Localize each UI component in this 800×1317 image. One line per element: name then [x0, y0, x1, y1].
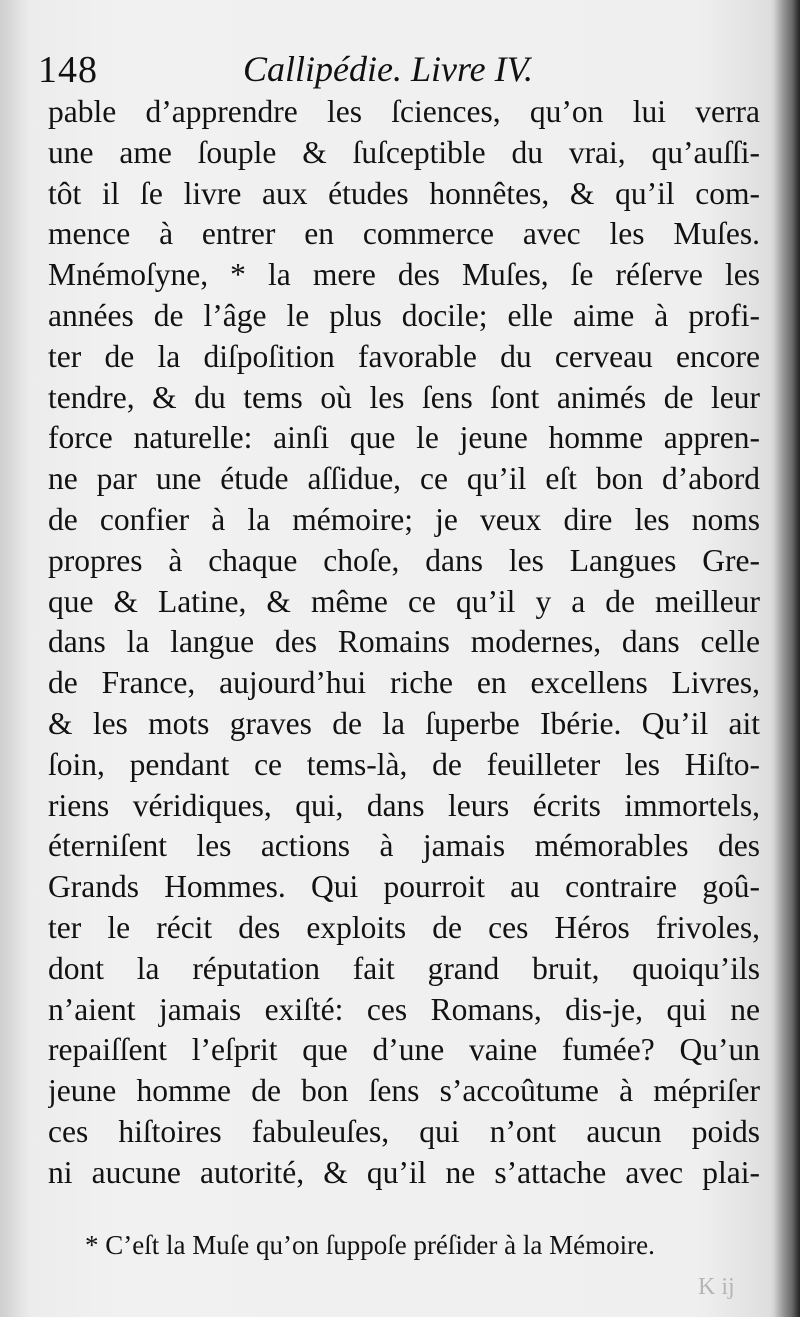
text-line: force naturelle: ainſi que le jeune homme appren- [48, 420, 760, 456]
text-line: ſoin, pendant ce tems-là, de feuilleter les Hiſto- [48, 746, 760, 782]
text-line: de confier à la mémoire; je veux dire les noms [48, 501, 760, 537]
text-line: ne par une étude aſſidue, ce qu’il eſt bon d’abord [48, 461, 760, 497]
text-line: une ame ſouple & ſuſceptible du vrai, qu’auſſi- [48, 134, 760, 170]
text-line: ni aucune autorité, & qu’il ne s’attache avec plai- [48, 1154, 760, 1190]
text-line: que & Latine, & même ce qu’il y a de meilleur [48, 583, 760, 619]
text-line: Mnémoſyne, * la mere des Muſes, ſe réſerve les [48, 257, 760, 293]
text-line: de France, aujourd’hui riche en excellens Livres, [48, 665, 760, 701]
text-line: & les mots graves de la ſuperbe Ibérie. Qu’il ait [48, 705, 760, 741]
text-line: riens véridiques, qui, dans leurs écrits immortels, [48, 787, 760, 823]
running-title: Callipédie. Livre IV. [243, 49, 533, 89]
body-text [48, 92, 760, 1194]
text-line: ter de la diſpoſition favorable du cerveau encore [48, 338, 760, 374]
text-line: mence à entrer en commerce avec les Muſes. [48, 216, 760, 252]
text-line: éterniſent les actions à jamais mémorables des [48, 828, 760, 864]
text-line: tôt il ſe livre aux études honnêtes, & qu’il com- [48, 175, 760, 211]
text-line: pable d’apprendre les ſciences, qu’on lui verra [48, 94, 760, 129]
text-line: propres à chaque choſe, dans les Langues Gre- [48, 542, 760, 578]
text-line: repaiſſent l’eſprit que d’une vaine fumée? Qu’un [48, 1032, 760, 1068]
text-line: ter le récit des exploits de ces Héros frivoles, [48, 909, 760, 945]
text-line: dans la langue des Romains modernes, dans celle [48, 624, 760, 660]
page-number: 148 [38, 49, 98, 91]
page-edge-shadow [774, 0, 800, 1317]
signature-mark: K ij [698, 1274, 735, 1300]
text-line: tendre, & du tems où les ſens ſont animés de leur [48, 379, 760, 415]
text-line: Grands Hommes. Qui pourroit au contraire goû- [48, 869, 760, 905]
page-header [38, 40, 758, 100]
text-line: dont la réputation fait grand bruit, quoiqu’ils [48, 950, 760, 986]
text-line: années de l’âge le plus docile; elle aime à profi- [48, 297, 760, 333]
text-line: jeune homme de bon ſens s’accoûtume à mépriſer [48, 1073, 760, 1109]
footnote: * C’eſt la Muſe qu’on ſuppoſe préſider à la Mémoire. [85, 1230, 655, 1260]
text-line: n’aient jamais exiſté: ces Romans, dis-je, qui ne [48, 991, 760, 1027]
text-line: ces hiſtoires fabuleuſes, qui n’ont aucun poids [48, 1113, 760, 1149]
